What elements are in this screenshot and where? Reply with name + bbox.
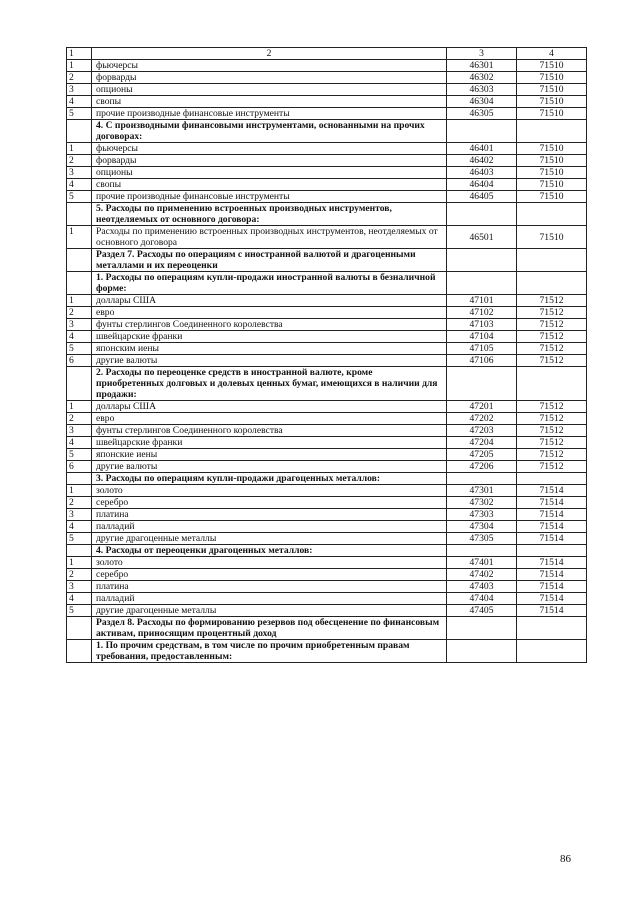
table-row (67, 307, 587, 319)
row-account-code: 47101 (447, 295, 517, 307)
row-number: 3 (67, 425, 92, 437)
table-row (67, 167, 587, 179)
table-row (67, 155, 587, 167)
row-description: серебро (92, 497, 447, 509)
accounts-table (66, 47, 587, 663)
row-description: Раздел 7. Расходы по операциям с иностранной валютой и драгоценными металлами и их переоценки (92, 249, 447, 272)
section-row (67, 545, 587, 557)
table-row (67, 557, 587, 569)
section-row (67, 203, 587, 226)
row-account-code (447, 617, 517, 640)
row-number: 2 (67, 155, 92, 167)
row-symbol-code: 71514 (517, 521, 587, 533)
row-symbol-code (517, 640, 587, 663)
row-description: форварды (92, 72, 447, 84)
row-description: Расходы по применению встроенных производных инструментов, неотделяемых от основного договора (92, 226, 447, 249)
row-description: японским иены (92, 343, 447, 355)
row-symbol-code: 71510 (517, 72, 587, 84)
header-col-1: 1 (67, 48, 92, 60)
row-description: 5. Расходы по применению встроенных производных инструментов, неотделяемых от основного договора: (92, 203, 447, 226)
row-symbol-code: 71512 (517, 355, 587, 367)
row-symbol-code: 71514 (517, 581, 587, 593)
section-row (67, 120, 587, 143)
row-symbol-code: 71512 (517, 401, 587, 413)
table-row (67, 413, 587, 425)
row-account-code (447, 272, 517, 295)
row-number: 6 (67, 461, 92, 473)
row-number: 1 (67, 557, 92, 569)
row-number (67, 120, 92, 143)
row-description: фьючерсы (92, 60, 447, 72)
table-row (67, 226, 587, 249)
table-row (67, 96, 587, 108)
row-account-code (447, 545, 517, 557)
row-description: золото (92, 557, 447, 569)
row-symbol-code: 71512 (517, 319, 587, 331)
row-symbol-code: 71510 (517, 143, 587, 155)
row-number: 3 (67, 319, 92, 331)
row-description: 1. Расходы по операциям купли-продажи иностранной валюты в безналичной форме: (92, 272, 447, 295)
row-description: форварды (92, 155, 447, 167)
row-description: опционы (92, 84, 447, 96)
row-number: 4 (67, 437, 92, 449)
row-symbol-code: 71510 (517, 226, 587, 249)
row-description: евро (92, 307, 447, 319)
row-account-code: 47103 (447, 319, 517, 331)
row-number (67, 203, 92, 226)
table-row (67, 509, 587, 521)
row-description: 3. Расходы по операциям купли-продажи драгоценных металлов: (92, 473, 447, 485)
table-row (67, 437, 587, 449)
table-row (67, 355, 587, 367)
row-account-code: 46305 (447, 108, 517, 120)
row-account-code: 46301 (447, 60, 517, 72)
row-account-code: 47104 (447, 331, 517, 343)
table-row (67, 569, 587, 581)
row-number: 1 (67, 401, 92, 413)
row-account-code: 47203 (447, 425, 517, 437)
row-description: свопы (92, 179, 447, 191)
table-row (67, 533, 587, 545)
row-description: 1. По прочим средствам, в том числе по прочим приобретенным правам требования, предоставленным: (92, 640, 447, 663)
table-row (67, 425, 587, 437)
row-description: свопы (92, 96, 447, 108)
row-description: платина (92, 581, 447, 593)
row-account-code: 47206 (447, 461, 517, 473)
row-number: 5 (67, 108, 92, 120)
row-account-code: 47402 (447, 569, 517, 581)
row-account-code: 47403 (447, 581, 517, 593)
row-number: 3 (67, 84, 92, 96)
row-number: 4 (67, 179, 92, 191)
row-symbol-code (517, 367, 587, 401)
row-number: 2 (67, 569, 92, 581)
section-row (67, 617, 587, 640)
row-description: евро (92, 413, 447, 425)
row-number (67, 545, 92, 557)
row-account-code: 47305 (447, 533, 517, 545)
row-number: 3 (67, 167, 92, 179)
row-number (67, 249, 92, 272)
row-account-code: 47401 (447, 557, 517, 569)
row-symbol-code: 71514 (517, 533, 587, 545)
row-number: 2 (67, 497, 92, 509)
row-symbol-code (517, 272, 587, 295)
row-description: другие валюты (92, 355, 447, 367)
table-row (67, 593, 587, 605)
row-number: 1 (67, 226, 92, 249)
row-symbol-code: 71510 (517, 191, 587, 203)
row-number (67, 272, 92, 295)
row-description: опционы (92, 167, 447, 179)
row-number: 1 (67, 60, 92, 72)
row-description: другие драгоценные металлы (92, 533, 447, 545)
row-symbol-code: 71514 (517, 593, 587, 605)
row-number (67, 473, 92, 485)
row-account-code: 46501 (447, 226, 517, 249)
header-col-3: 3 (447, 48, 517, 60)
row-account-code (447, 367, 517, 401)
table-row (67, 485, 587, 497)
row-number (67, 640, 92, 663)
row-symbol-code (517, 203, 587, 226)
row-symbol-code: 71510 (517, 179, 587, 191)
row-symbol-code: 71512 (517, 413, 587, 425)
row-description: фунты стерлингов Соединенного королевства (92, 319, 447, 331)
row-symbol-code: 71510 (517, 96, 587, 108)
row-account-code: 47105 (447, 343, 517, 355)
row-description: палладий (92, 521, 447, 533)
row-description: платина (92, 509, 447, 521)
row-number: 3 (67, 581, 92, 593)
row-account-code: 46302 (447, 72, 517, 84)
section-row (67, 272, 587, 295)
row-account-code: 47404 (447, 593, 517, 605)
accounts-table-body (67, 48, 587, 663)
table-row (67, 319, 587, 331)
row-symbol-code (517, 249, 587, 272)
row-account-code: 47201 (447, 401, 517, 413)
row-number: 5 (67, 533, 92, 545)
row-account-code: 46401 (447, 143, 517, 155)
row-symbol-code: 71510 (517, 155, 587, 167)
page-number: 86 (560, 853, 571, 865)
table-row (67, 581, 587, 593)
row-account-code: 47102 (447, 307, 517, 319)
row-description: 4. Расходы от переоценки драгоценных металлов: (92, 545, 447, 557)
row-symbol-code: 71512 (517, 307, 587, 319)
row-number: 2 (67, 413, 92, 425)
row-account-code (447, 203, 517, 226)
row-symbol-code: 71514 (517, 497, 587, 509)
row-account-code: 47301 (447, 485, 517, 497)
row-number: 5 (67, 191, 92, 203)
row-account-code: 47303 (447, 509, 517, 521)
row-symbol-code: 71514 (517, 569, 587, 581)
table-row (67, 179, 587, 191)
section-row (67, 640, 587, 663)
row-number: 4 (67, 521, 92, 533)
row-description: другие драгоценные металлы (92, 605, 447, 617)
table-row (67, 521, 587, 533)
table-row (67, 331, 587, 343)
section-row (67, 249, 587, 272)
table-row (67, 401, 587, 413)
row-description: фьючерсы (92, 143, 447, 155)
row-account-code: 46304 (447, 96, 517, 108)
row-symbol-code (517, 545, 587, 557)
row-account-code: 46402 (447, 155, 517, 167)
row-description: доллары США (92, 401, 447, 413)
row-number: 2 (67, 307, 92, 319)
row-account-code: 46303 (447, 84, 517, 96)
section-row (67, 367, 587, 401)
row-number: 1 (67, 143, 92, 155)
row-symbol-code (517, 120, 587, 143)
row-number: 5 (67, 605, 92, 617)
table-row (67, 143, 587, 155)
row-symbol-code: 71512 (517, 461, 587, 473)
row-description: 4. С производными финансовыми инструментами, основанными на прочих договорах: (92, 120, 447, 143)
row-account-code: 47405 (447, 605, 517, 617)
row-description: золото (92, 485, 447, 497)
section-row (67, 473, 587, 485)
table-row (67, 605, 587, 617)
row-account-code: 46404 (447, 179, 517, 191)
row-account-code: 47204 (447, 437, 517, 449)
row-symbol-code: 71510 (517, 167, 587, 179)
row-symbol-code: 71512 (517, 343, 587, 355)
row-account-code: 46403 (447, 167, 517, 179)
row-account-code (447, 249, 517, 272)
table-row (67, 343, 587, 355)
row-number: 4 (67, 331, 92, 343)
row-symbol-code: 71512 (517, 331, 587, 343)
table-row (67, 108, 587, 120)
table-row (67, 191, 587, 203)
header-col-2: 2 (92, 48, 447, 60)
row-symbol-code: 71512 (517, 295, 587, 307)
row-description: японские иены (92, 449, 447, 461)
row-number: 6 (67, 355, 92, 367)
row-symbol-code: 71512 (517, 449, 587, 461)
table-row (67, 461, 587, 473)
table-header-row (67, 48, 587, 60)
row-description: палладий (92, 593, 447, 605)
row-symbol-code: 71514 (517, 485, 587, 497)
row-description: швейцарские франки (92, 331, 447, 343)
row-number: 1 (67, 485, 92, 497)
row-description: серебро (92, 569, 447, 581)
table-row (67, 449, 587, 461)
row-symbol-code: 71514 (517, 605, 587, 617)
header-col-4: 4 (517, 48, 587, 60)
row-number: 5 (67, 343, 92, 355)
row-number: 1 (67, 295, 92, 307)
row-account-code: 47202 (447, 413, 517, 425)
row-account-code (447, 640, 517, 663)
row-description: доллары США (92, 295, 447, 307)
row-number: 5 (67, 449, 92, 461)
row-account-code: 47304 (447, 521, 517, 533)
row-account-code: 47302 (447, 497, 517, 509)
table-row (67, 84, 587, 96)
row-description: 2. Расходы по переоценке средств в иностранной валюте, кроме приобретенных долговых и долевых ценных бумаг, имеющихся в наличии для продажи: (92, 367, 447, 401)
row-number: 4 (67, 593, 92, 605)
row-number: 3 (67, 509, 92, 521)
row-account-code (447, 120, 517, 143)
row-description: прочие производные финансовые инструменты (92, 108, 447, 120)
table-row (67, 295, 587, 307)
row-symbol-code: 71514 (517, 557, 587, 569)
row-description: фунты стерлингов Соединенного королевства (92, 425, 447, 437)
row-description: Раздел 8. Расходы по формированию резервов под обесценение по финансовым активам, приносящим процентный доход (92, 617, 447, 640)
row-number (67, 617, 92, 640)
row-number (67, 367, 92, 401)
row-account-code: 47205 (447, 449, 517, 461)
row-symbol-code: 71512 (517, 425, 587, 437)
table-row (67, 72, 587, 84)
row-symbol-code (517, 473, 587, 485)
row-symbol-code (517, 617, 587, 640)
row-account-code: 47106 (447, 355, 517, 367)
row-number: 2 (67, 72, 92, 84)
row-account-code: 46405 (447, 191, 517, 203)
row-account-code (447, 473, 517, 485)
row-description: прочие производные финансовые инструменты (92, 191, 447, 203)
table-row (67, 497, 587, 509)
row-number: 4 (67, 96, 92, 108)
row-symbol-code: 71510 (517, 84, 587, 96)
row-symbol-code: 71510 (517, 108, 587, 120)
row-symbol-code: 71514 (517, 509, 587, 521)
row-description: швейцарские франки (92, 437, 447, 449)
table-row (67, 60, 587, 72)
row-symbol-code: 71510 (517, 60, 587, 72)
row-symbol-code: 71512 (517, 437, 587, 449)
row-description: другие валюты (92, 461, 447, 473)
